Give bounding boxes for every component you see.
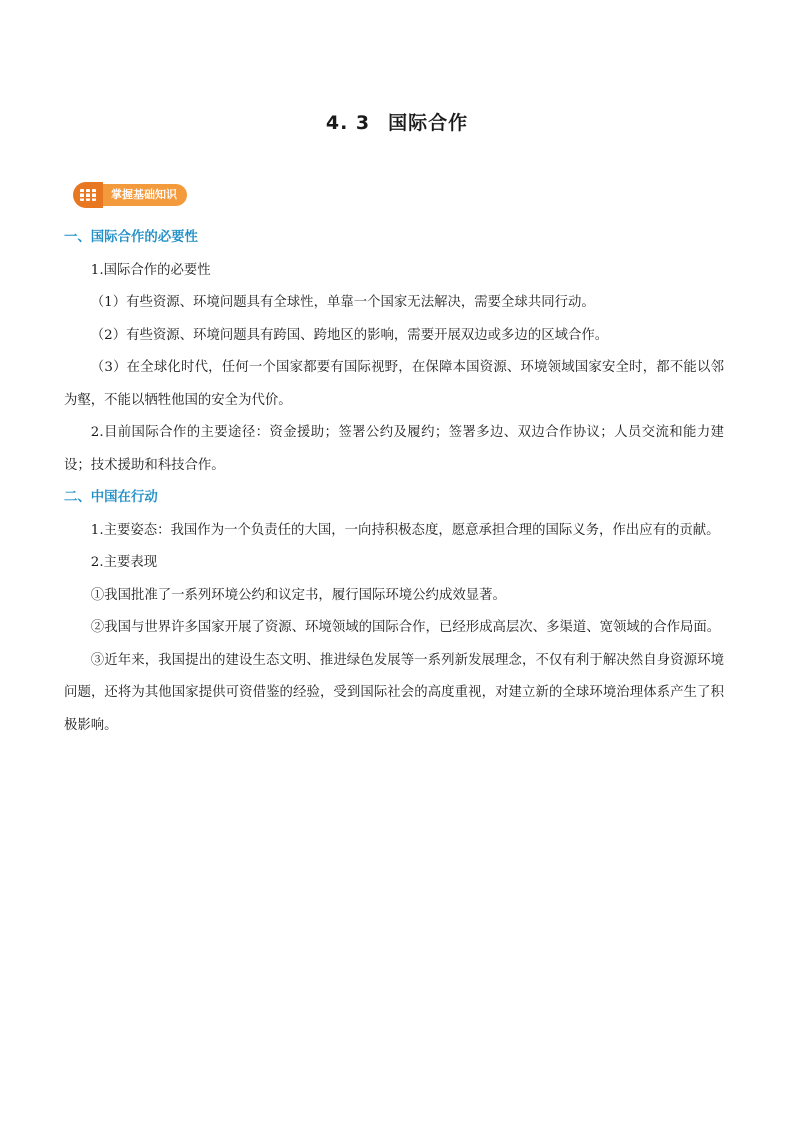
paragraph: ②我国与世界许多国家开展了资源、环境领域的国际合作，已经形成高层次、多渠道、宽领域的合作局面。 [90, 620, 721, 635]
paragraph: （3）在全球化时代，任何一个国家都要有国际视野，在保障本国资源、环境领域国家安全时，都不能以邻为壑，不能以牺牲他国的安全为代价。 [64, 360, 724, 408]
section-badge [73, 182, 187, 208]
paragraph: 1.主要姿态：我国作为一个负责任的大国，一向持积极态度，愿意承担合理的国际义务，作出应有的贡献。 [90, 522, 720, 538]
section-heading-2: 二、中国在行动 [64, 490, 158, 505]
paragraph: 1.国际合作的必要性 [90, 262, 211, 278]
document-body [64, 222, 724, 742]
paragraph: ①我国批准了一系列环境公约和议定书，履行国际环境公约成效显著。 [90, 587, 506, 603]
paragraph: （2）有些资源、环境问题具有跨国、跨地区的影响，需要开展双边或多边的区域合作。 [90, 327, 609, 343]
title-number: 4. 3 [325, 112, 371, 134]
paragraph: （1）有些资源、环境问题具有全球性，单靠一个国家无法解决，需要全球共同行动。 [90, 295, 595, 310]
paragraph: 2.主要表现 [90, 555, 158, 570]
books-icon [73, 182, 103, 208]
title-text: 国际合作 [388, 112, 469, 134]
section-heading-1: 一、国际合作的必要性 [64, 230, 198, 245]
page-title [0, 108, 794, 135]
paragraph: 2.目前国际合作的主要途径：资金援助；签署公约及履约；签署多边、双边合作协议；人员交流和能力建设；技术援助和科技合作。 [64, 425, 724, 473]
badge-label: 掌握基础知识 [99, 184, 187, 206]
paragraph: ③近年来，我国提出的建设生态文明、推进绿色发展等一系列新发展理念，不仅有利于解决然自身资源环境问题，还将为其他国家提供可资借鉴的经验，受到国际社会的高度重视，对建立新的全球环境治理体系产生了积极影响。 [64, 652, 724, 733]
